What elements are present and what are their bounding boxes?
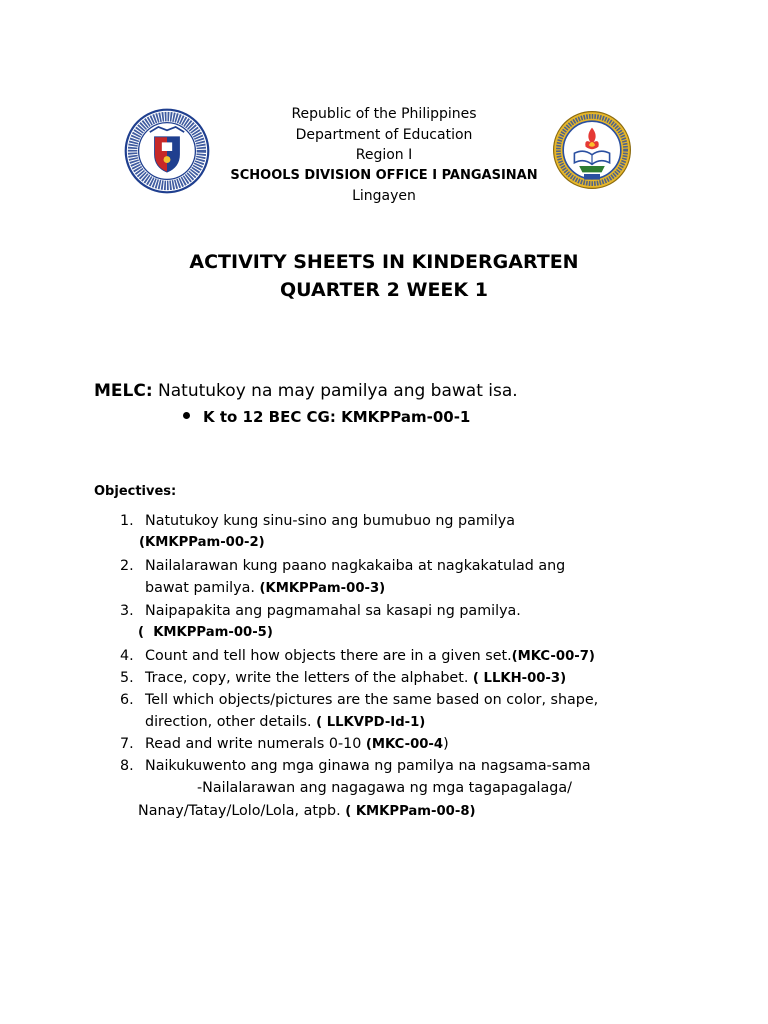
objective-item-8	[120, 755, 591, 777]
objective-number: 7.	[120, 736, 134, 752]
letterhead-division-office: SCHOOLS DIVISION OFFICE I PANGASINAN	[230, 167, 538, 183]
objective-code: (MKC-00-7)	[511, 649, 595, 664]
title-line-2: QUARTER 2 WEEK 1	[280, 279, 488, 301]
objective-code: ( LLKVPD-Id-1)	[316, 715, 426, 730]
objective-code: ( LLKH-00-3)	[472, 671, 567, 686]
objective-number: 4.	[120, 648, 134, 664]
objectives-heading: Objectives:	[94, 484, 177, 499]
melc-label: MELC:	[94, 381, 153, 401]
objective-item-7	[120, 733, 449, 756]
objective-item-1	[120, 510, 515, 532]
objective-3-code: ( KMKPPam-00-5)	[138, 625, 273, 640]
melc-bullet-code: K to 12 BEC CG: KMKPPam-00-1	[203, 408, 471, 426]
objective-text: Nanay/Tatay/Lolo/Lola, atpb.	[138, 803, 346, 819]
objective-item-6	[120, 689, 599, 711]
document-title	[84, 248, 684, 304]
melc-line	[94, 381, 518, 401]
objective-text: Trace, copy, write the letters of the alphabet.	[145, 670, 473, 686]
objective-8-subitem: -Nailalarawan ang nagagawa ng mga tagapagalaga/	[197, 780, 572, 796]
objective-text: Nailalarawan kung paano nagkakaiba at nagkakatulad ang	[145, 558, 566, 574]
melc-bullet	[183, 408, 470, 426]
objective-item-5	[120, 667, 567, 690]
objective-item-4	[120, 645, 595, 668]
letterhead-city: Lingayen	[352, 188, 416, 204]
objective-code: ( KMKPPam-00-8)	[345, 804, 476, 819]
letterhead	[180, 104, 588, 207]
objective-item-3	[120, 600, 521, 622]
objective-text: direction, other details.	[145, 714, 317, 730]
letterhead-region: Region I	[355, 147, 413, 163]
objective-number: 6.	[120, 692, 134, 708]
objective-item-2	[120, 555, 566, 577]
objective-1-code: (KMKPPam-00-2)	[139, 535, 265, 550]
objective-code: (MKC-00-4	[365, 737, 444, 752]
objective-text: Count and tell how objects there are in a given set.	[145, 648, 512, 664]
melc-text: Natutukoy na may pamilya ang bawat isa.	[158, 381, 518, 401]
objective-text: Natutukoy kung sinu-sino ang bumubuo ng pamilya	[145, 513, 515, 529]
bullet-icon	[183, 412, 190, 419]
objective-text: Read and write numerals 0-10	[145, 736, 366, 752]
objective-code-tail: )	[443, 736, 449, 752]
objective-2-continuation	[145, 577, 385, 600]
objective-text: Naikukuwento ang mga ginawa ng pamilya na nagsama-sama	[145, 758, 591, 774]
objective-number: 5.	[120, 670, 134, 686]
objective-number: 1.	[120, 513, 134, 529]
objective-code: (KMKPPam-00-3)	[259, 581, 386, 596]
objective-8-continuation	[138, 800, 476, 823]
sdo-pangasinan-seal-logo	[552, 110, 632, 190]
objective-number: 2.	[120, 558, 134, 574]
objective-6-continuation	[145, 711, 425, 734]
title-line-1: ACTIVITY SHEETS IN KINDERGARTEN	[189, 251, 579, 273]
objective-text: Tell which objects/pictures are the same based on color, shape,	[145, 692, 599, 708]
objective-text: bawat pamilya.	[145, 580, 260, 596]
letterhead-republic: Republic of the Philippines	[291, 106, 477, 122]
objective-text: Naipapakita ang pagmamahal sa kasapi ng pamilya.	[145, 603, 521, 619]
objective-number: 8.	[120, 758, 134, 774]
letterhead-department: Department of Education	[295, 126, 473, 143]
objective-number: 3.	[120, 603, 134, 619]
